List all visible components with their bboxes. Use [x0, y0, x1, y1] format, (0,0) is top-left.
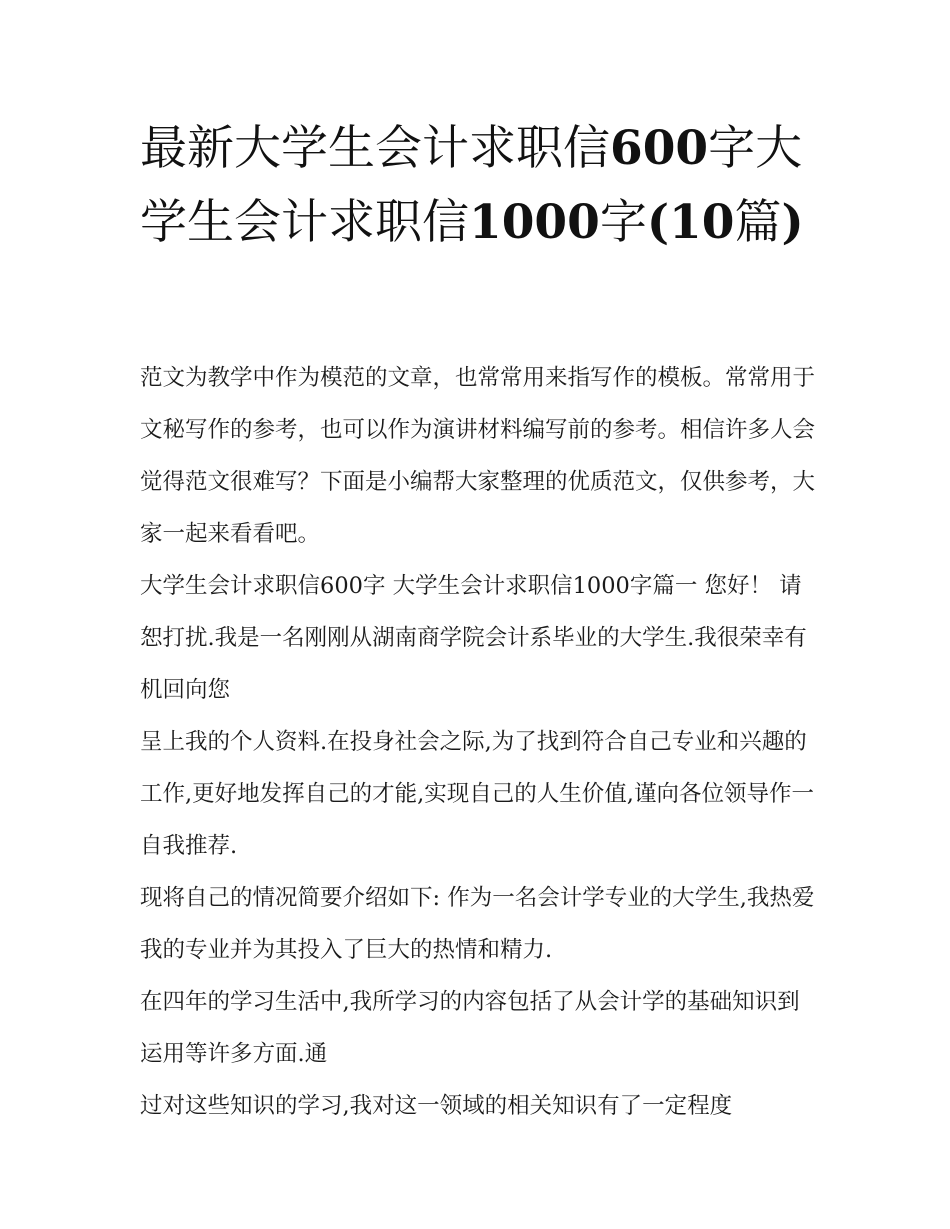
paragraph-study: 在四年的学习生活中,我所学习的内容包括了从会计学的基础知识到运用等许多方面.通 [140, 989, 800, 1067]
document-body [140, 352, 820, 1132]
paragraph-profile: 呈上我的个人资料.在投身社会之际,为了找到符合自己专业和兴趣的工作,更好地发挥自己的才能,实现自己的人生价值,谨向各位领导作一自我推荐. [140, 729, 814, 859]
paragraph-intro: 范文为教学中作为模范的文章，也常常用来指写作的模板。常常用于文秘写作的参考，也可以作为演讲材料编写前的参考。相信许多人会觉得范文很难写？下面是小编帮大家整理的优质范文，仅供参考，大家一起来看看吧。 [140, 365, 816, 547]
paragraph-greeting: 大学生会计求职信600字 大学生会计求职信1000字篇一 您好！ 请恕打扰.我是一名刚刚从湖南商学院会计系毕业的大学生.我很荣幸有机回向您 [140, 573, 807, 703]
document-title: 最新大学生会计求职信600字大学生会计求职信1000字(10篇) [140, 121, 804, 250]
paragraph-introduction: 现将自己的情况简要介绍如下: 作为一名会计学专业的大学生,我热爱我的专业并为其投入了巨大的热情和精力. [140, 885, 815, 963]
paragraph-knowledge: 过对这些知识的学习,我对这一领域的相关知识有了一定程度 [140, 1093, 733, 1119]
